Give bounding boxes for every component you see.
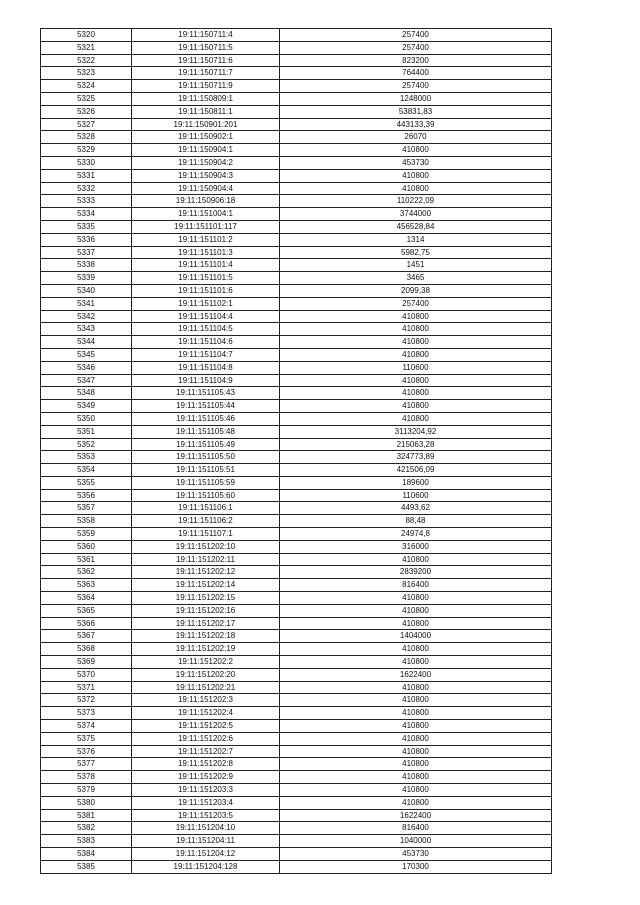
table-row (41, 528, 552, 541)
value-cell: 421506,09 (280, 464, 552, 477)
value-cell: 410800 (280, 336, 552, 349)
value-cell: 410800 (280, 387, 552, 400)
table-row (41, 259, 552, 272)
row-number-cell: 5332 (41, 182, 132, 195)
table-row (41, 361, 552, 374)
cadastral-number-cell: 19:11:151202:18 (132, 630, 280, 643)
value-cell: 823200 (280, 54, 552, 67)
row-number-cell: 5339 (41, 272, 132, 285)
cadastral-number-cell: 19:11:151104:7 (132, 348, 280, 361)
row-number-cell: 5338 (41, 259, 132, 272)
table-row (41, 502, 552, 515)
row-number-cell: 5344 (41, 336, 132, 349)
table-row (41, 310, 552, 323)
table-row (41, 182, 552, 195)
row-number-cell: 5369 (41, 656, 132, 669)
cadastral-number-cell: 19:11:151105:51 (132, 464, 280, 477)
cadastral-number-cell: 19:11:151101:6 (132, 284, 280, 297)
value-cell: 257400 (280, 297, 552, 310)
row-number-cell: 5330 (41, 156, 132, 169)
table-row (41, 694, 552, 707)
table-row (41, 67, 552, 80)
row-number-cell: 5384 (41, 848, 132, 861)
cadastral-number-cell: 19:11:151105:49 (132, 438, 280, 451)
cadastral-number-cell: 19:11:151202:21 (132, 681, 280, 694)
table-row (41, 835, 552, 848)
cadastral-number-cell: 19:11:151105:46 (132, 412, 280, 425)
row-number-cell: 5333 (41, 195, 132, 208)
table-row (41, 208, 552, 221)
cadastral-number-cell: 19:11:151105:44 (132, 400, 280, 413)
value-cell: 410800 (280, 732, 552, 745)
row-number-cell: 5370 (41, 668, 132, 681)
row-number-cell: 5343 (41, 323, 132, 336)
value-cell: 189600 (280, 476, 552, 489)
table-row (41, 745, 552, 758)
cadastral-number-cell: 19:11:151203:3 (132, 784, 280, 797)
row-number-cell: 5380 (41, 796, 132, 809)
table-row (41, 348, 552, 361)
value-cell: 4493,62 (280, 502, 552, 515)
table-row (41, 92, 552, 105)
cadastral-number-cell: 19:11:151202:4 (132, 707, 280, 720)
cadastral-number-cell: 19:11:151106:2 (132, 515, 280, 528)
value-cell: 410800 (280, 681, 552, 694)
value-cell: 453730 (280, 156, 552, 169)
row-number-cell: 5326 (41, 105, 132, 118)
row-number-cell: 5334 (41, 208, 132, 221)
value-cell: 26070 (280, 131, 552, 144)
cadastral-number-cell: 19:11:151202:12 (132, 566, 280, 579)
value-cell: 410800 (280, 592, 552, 605)
table-row (41, 553, 552, 566)
row-number-cell: 5324 (41, 80, 132, 93)
row-number-cell: 5323 (41, 67, 132, 80)
value-cell: 816400 (280, 579, 552, 592)
table-row (41, 784, 552, 797)
cadastral-number-cell: 19:11:151102:1 (132, 297, 280, 310)
row-number-cell: 5366 (41, 617, 132, 630)
value-cell: 257400 (280, 80, 552, 93)
row-number-cell: 5382 (41, 822, 132, 835)
cadastral-number-cell: 19:11:151101:4 (132, 259, 280, 272)
table-row (41, 515, 552, 528)
row-number-cell: 5385 (41, 860, 132, 873)
cadastral-number-cell: 19:11:151202:11 (132, 553, 280, 566)
value-cell: 1622400 (280, 809, 552, 822)
cadastral-number-cell: 19:11:151202:8 (132, 758, 280, 771)
table-row (41, 796, 552, 809)
table-row (41, 809, 552, 822)
table-row (41, 771, 552, 784)
value-cell: 410800 (280, 144, 552, 157)
value-cell: 2839200 (280, 566, 552, 579)
cadastral-number-cell: 19:11:150711:7 (132, 67, 280, 80)
value-cell: 170300 (280, 860, 552, 873)
row-number-cell: 5345 (41, 348, 132, 361)
value-cell: 410800 (280, 182, 552, 195)
cadastral-number-cell: 19:11:151204:128 (132, 860, 280, 873)
cadastral-number-cell: 19:11:151105:59 (132, 476, 280, 489)
table-row (41, 412, 552, 425)
row-number-cell: 5357 (41, 502, 132, 515)
row-number-cell: 5329 (41, 144, 132, 157)
row-number-cell: 5375 (41, 732, 132, 745)
row-number-cell: 5337 (41, 246, 132, 259)
table-row (41, 489, 552, 502)
value-cell: 3113204,92 (280, 425, 552, 438)
value-cell: 2099,38 (280, 284, 552, 297)
row-number-cell: 5371 (41, 681, 132, 694)
row-number-cell: 5361 (41, 553, 132, 566)
row-number-cell: 5352 (41, 438, 132, 451)
table-row (41, 323, 552, 336)
cadastral-number-cell: 19:11:151101:117 (132, 220, 280, 233)
table-row (41, 220, 552, 233)
value-cell: 816400 (280, 822, 552, 835)
table-row (41, 272, 552, 285)
value-cell: 1451 (280, 259, 552, 272)
row-number-cell: 5374 (41, 720, 132, 733)
value-cell: 764400 (280, 67, 552, 80)
cadastral-number-cell: 19:11:151104:8 (132, 361, 280, 374)
table-row (41, 451, 552, 464)
value-cell: 410800 (280, 323, 552, 336)
cadastral-number-cell: 19:11:151204:11 (132, 835, 280, 848)
cadastral-number-cell: 19:11:151204:10 (132, 822, 280, 835)
value-cell: 456528,84 (280, 220, 552, 233)
cadastral-number-cell: 19:11:151202:7 (132, 745, 280, 758)
table-row (41, 630, 552, 643)
row-number-cell: 5354 (41, 464, 132, 477)
table-row (41, 246, 552, 259)
table-row (41, 617, 552, 630)
table-row (41, 80, 552, 93)
row-number-cell: 5368 (41, 643, 132, 656)
row-number-cell: 5322 (41, 54, 132, 67)
value-cell: 453730 (280, 848, 552, 861)
table-row (41, 860, 552, 873)
cadastral-number-cell: 19:11:151101:2 (132, 233, 280, 246)
table-row (41, 758, 552, 771)
row-number-cell: 5364 (41, 592, 132, 605)
table-row (41, 476, 552, 489)
cadastral-number-cell: 19:11:151106:1 (132, 502, 280, 515)
value-cell: 410800 (280, 412, 552, 425)
cadastral-number-cell: 19:11:150711:6 (132, 54, 280, 67)
value-cell: 110222,09 (280, 195, 552, 208)
row-number-cell: 5360 (41, 540, 132, 553)
table-row (41, 233, 552, 246)
value-cell: 1622400 (280, 668, 552, 681)
cadastral-number-cell: 19:11:151105:48 (132, 425, 280, 438)
value-cell: 410800 (280, 656, 552, 669)
cadastral-number-cell: 19:11:150711:5 (132, 41, 280, 54)
row-number-cell: 5383 (41, 835, 132, 848)
table-row (41, 438, 552, 451)
cadastral-number-cell: 19:11:150906:18 (132, 195, 280, 208)
cadastral-number-cell: 19:11:151101:3 (132, 246, 280, 259)
cadastral-number-cell: 19:11:150904:4 (132, 182, 280, 195)
cadastral-number-cell: 19:11:151202:17 (132, 617, 280, 630)
cadastral-number-cell: 19:11:150901:201 (132, 118, 280, 131)
row-number-cell: 5381 (41, 809, 132, 822)
table-row (41, 118, 552, 131)
value-cell: 410800 (280, 771, 552, 784)
cadastral-number-cell: 19:11:151104:4 (132, 310, 280, 323)
value-cell: 410800 (280, 400, 552, 413)
row-number-cell: 5363 (41, 579, 132, 592)
cadastral-number-cell: 19:11:150904:2 (132, 156, 280, 169)
cadastral-number-cell: 19:11:150809:1 (132, 92, 280, 105)
value-cell: 410800 (280, 720, 552, 733)
table-row (41, 464, 552, 477)
table-row (41, 195, 552, 208)
table-row (41, 643, 552, 656)
value-cell: 257400 (280, 29, 552, 42)
cadastral-number-cell: 19:11:151104:9 (132, 374, 280, 387)
cadastral-number-cell: 19:11:151105:60 (132, 489, 280, 502)
cadastral-number-cell: 19:11:151203:5 (132, 809, 280, 822)
table-row (41, 297, 552, 310)
value-cell: 410800 (280, 643, 552, 656)
row-number-cell: 5355 (41, 476, 132, 489)
cadastral-number-cell: 19:11:150904:1 (132, 144, 280, 157)
table-row (41, 707, 552, 720)
value-cell: 53831,83 (280, 105, 552, 118)
row-number-cell: 5347 (41, 374, 132, 387)
table-row (41, 284, 552, 297)
table-row (41, 54, 552, 67)
table-row (41, 169, 552, 182)
row-number-cell: 5349 (41, 400, 132, 413)
value-cell: 316000 (280, 540, 552, 553)
value-cell: 257400 (280, 41, 552, 54)
value-cell: 410800 (280, 348, 552, 361)
row-number-cell: 5328 (41, 131, 132, 144)
value-cell: 410800 (280, 617, 552, 630)
cadastral-number-cell: 19:11:151202:2 (132, 656, 280, 669)
row-number-cell: 5321 (41, 41, 132, 54)
table-row (41, 720, 552, 733)
value-cell: 410800 (280, 796, 552, 809)
table-row (41, 681, 552, 694)
table-row (41, 374, 552, 387)
cadastral-number-cell: 19:11:151202:3 (132, 694, 280, 707)
cadastral-number-cell: 19:11:150902:1 (132, 131, 280, 144)
value-cell: 410800 (280, 784, 552, 797)
row-number-cell: 5353 (41, 451, 132, 464)
table-row (41, 105, 552, 118)
row-number-cell: 5367 (41, 630, 132, 643)
row-number-cell: 5358 (41, 515, 132, 528)
cadastral-number-cell: 19:11:151104:6 (132, 336, 280, 349)
table-row (41, 425, 552, 438)
row-number-cell: 5327 (41, 118, 132, 131)
value-cell: 88,48 (280, 515, 552, 528)
table-row (41, 336, 552, 349)
table-row (41, 592, 552, 605)
table-row (41, 144, 552, 157)
cadastral-number-cell: 19:11:151202:14 (132, 579, 280, 592)
cadastral-number-cell: 19:11:151202:16 (132, 604, 280, 617)
cadastral-number-cell: 19:11:151104:5 (132, 323, 280, 336)
table-row (41, 822, 552, 835)
row-number-cell: 5342 (41, 310, 132, 323)
row-number-cell: 5336 (41, 233, 132, 246)
value-cell: 1314 (280, 233, 552, 246)
value-cell: 1248000 (280, 92, 552, 105)
row-number-cell: 5359 (41, 528, 132, 541)
table-row (41, 848, 552, 861)
row-number-cell: 5346 (41, 361, 132, 374)
row-number-cell: 5379 (41, 784, 132, 797)
value-cell: 110600 (280, 489, 552, 502)
row-number-cell: 5365 (41, 604, 132, 617)
row-number-cell: 5320 (41, 29, 132, 42)
value-cell: 410800 (280, 745, 552, 758)
row-number-cell: 5340 (41, 284, 132, 297)
table-row (41, 131, 552, 144)
cadastral-number-cell: 19:11:151204:12 (132, 848, 280, 861)
row-number-cell: 5348 (41, 387, 132, 400)
row-number-cell: 5378 (41, 771, 132, 784)
table-row (41, 400, 552, 413)
cadastral-number-cell: 19:11:151004:1 (132, 208, 280, 221)
value-cell: 443133,39 (280, 118, 552, 131)
cadastral-number-cell: 19:11:150904:3 (132, 169, 280, 182)
cadastral-number-cell: 19:11:151202:5 (132, 720, 280, 733)
row-number-cell: 5351 (41, 425, 132, 438)
table-row (41, 29, 552, 42)
value-cell: 410800 (280, 758, 552, 771)
value-cell: 410800 (280, 374, 552, 387)
table-row (41, 156, 552, 169)
cadastral-number-cell: 19:11:151202:15 (132, 592, 280, 605)
cadastral-number-cell: 19:11:151202:20 (132, 668, 280, 681)
table-row (41, 656, 552, 669)
row-number-cell: 5362 (41, 566, 132, 579)
table-body (41, 29, 552, 874)
value-cell: 3465 (280, 272, 552, 285)
value-cell: 410800 (280, 694, 552, 707)
value-cell: 1040000 (280, 835, 552, 848)
cadastral-number-cell: 19:11:151202:10 (132, 540, 280, 553)
value-cell: 410800 (280, 707, 552, 720)
cadastral-number-cell: 19:11:151107:1 (132, 528, 280, 541)
value-cell: 410800 (280, 310, 552, 323)
table-row (41, 668, 552, 681)
cadastral-number-cell: 19:11:150711:4 (132, 29, 280, 42)
row-number-cell: 5331 (41, 169, 132, 182)
table-row (41, 566, 552, 579)
cadastral-number-cell: 19:11:151202:19 (132, 643, 280, 656)
table-row (41, 41, 552, 54)
cadastral-number-cell: 19:11:150811:1 (132, 105, 280, 118)
row-number-cell: 5335 (41, 220, 132, 233)
value-cell: 110600 (280, 361, 552, 374)
cadastral-number-cell: 19:11:151101:5 (132, 272, 280, 285)
value-cell: 324773,89 (280, 451, 552, 464)
cadastral-number-cell: 19:11:151203:4 (132, 796, 280, 809)
row-number-cell: 5377 (41, 758, 132, 771)
cadastral-number-cell: 19:11:150711:9 (132, 80, 280, 93)
value-cell: 215063,28 (280, 438, 552, 451)
cadastral-number-cell: 19:11:151202:6 (132, 732, 280, 745)
value-cell: 410800 (280, 169, 552, 182)
row-number-cell: 5372 (41, 694, 132, 707)
row-number-cell: 5350 (41, 412, 132, 425)
value-cell: 24974,8 (280, 528, 552, 541)
value-cell: 3744000 (280, 208, 552, 221)
table-row (41, 604, 552, 617)
cadastral-number-cell: 19:11:151202:9 (132, 771, 280, 784)
table-row (41, 540, 552, 553)
row-number-cell: 5341 (41, 297, 132, 310)
table-row (41, 387, 552, 400)
cadastral-number-cell: 19:11:151105:43 (132, 387, 280, 400)
table-row (41, 579, 552, 592)
row-number-cell: 5376 (41, 745, 132, 758)
table-row (41, 732, 552, 745)
value-cell: 410800 (280, 553, 552, 566)
value-cell: 5982,75 (280, 246, 552, 259)
value-cell: 1404000 (280, 630, 552, 643)
row-number-cell: 5356 (41, 489, 132, 502)
data-table (40, 28, 552, 874)
row-number-cell: 5373 (41, 707, 132, 720)
value-cell: 410800 (280, 604, 552, 617)
row-number-cell: 5325 (41, 92, 132, 105)
cadastral-number-cell: 19:11:151105:50 (132, 451, 280, 464)
